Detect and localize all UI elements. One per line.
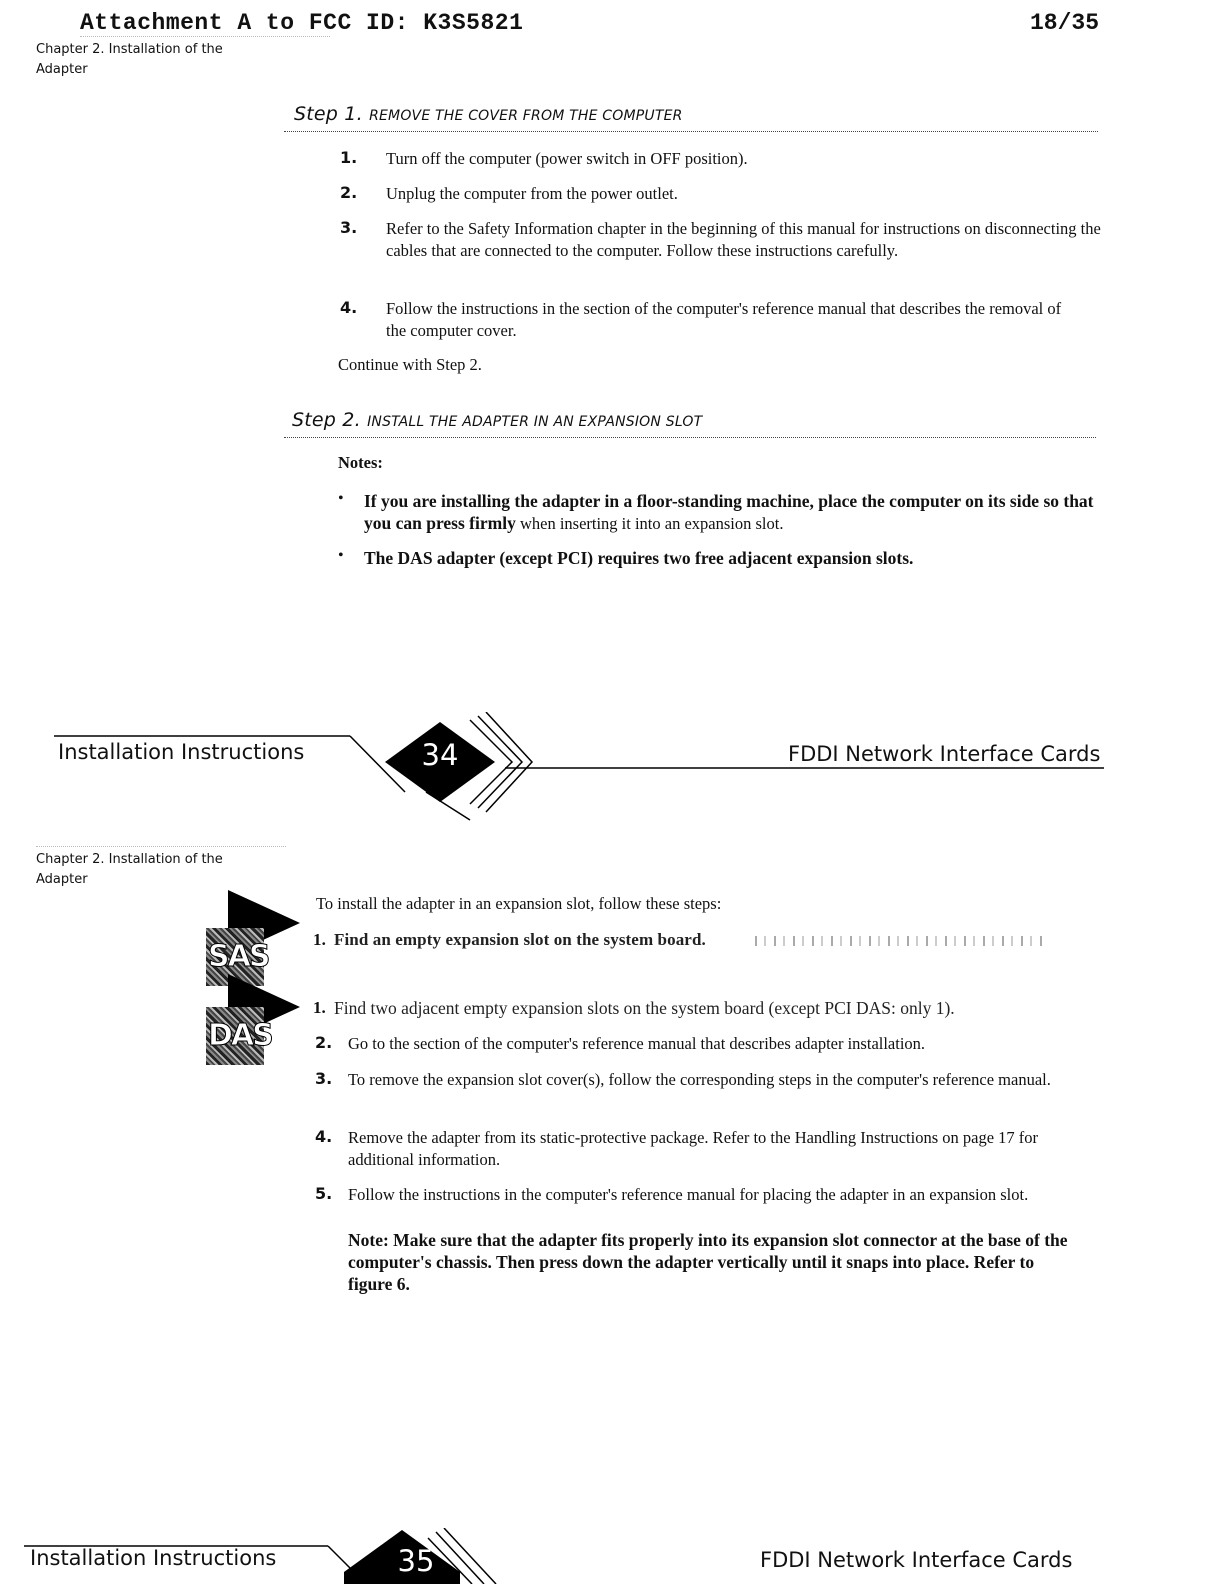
- das-badge-text: DAS: [208, 1018, 272, 1053]
- install-item-5: Follow the instructions in the computer's reference manual for placing the adapter in an expansion slot.: [348, 1185, 1029, 1204]
- step-1-item-4: Follow the instructions in the section of the computer's reference manual that describes the removal of the computer cover.: [386, 299, 1062, 340]
- install-note: Note: Make sure that the adapter fits properly into its expansion slot connector at the base of the computer's chassis. Then press down the adapter vertically until it snaps into place. Refer to figure 6.: [348, 1230, 1068, 1294]
- install-item-5-number: 5.: [315, 1184, 333, 1203]
- step-2-heading: [292, 409, 702, 431]
- install-item-4: Remove the adapter from its static-protective package. Refer to the Handling Instructions on page 17 for additional information.: [348, 1128, 1039, 1169]
- step-1-item-2: Unplug the computer from the power outlet.: [386, 184, 678, 203]
- page-index: 18/35: [1030, 10, 1100, 36]
- step-1-heading: [294, 103, 683, 125]
- footer-left-text: Installation Instructions: [58, 740, 305, 764]
- step-2-prefix: Step 2.: [292, 409, 361, 431]
- install-item-2-number: 2.: [315, 1033, 333, 1052]
- install-item-4-number: 4.: [315, 1127, 333, 1146]
- notes-label: Notes:: [338, 453, 383, 472]
- das-step-1: Find two adjacent empty expansion slots on the system board (except PCI DAS: only 1).: [334, 998, 955, 1018]
- note-bullet-1-bold: If you are installing the adapter in a floor-standing machine, place the computer on its side so that you can press firmly: [364, 491, 1094, 533]
- install-item-3: To remove the expansion slot cover(s), follow the corresponding steps in the computer's reference manual.: [348, 1070, 1051, 1089]
- step-1-item-4-number: 4.: [340, 298, 358, 317]
- continue-note: Continue with Step 2.: [338, 355, 482, 374]
- footer-page-number: 34: [421, 738, 459, 772]
- step-1-item-2-number: 2.: [340, 183, 358, 202]
- page-2-top-rule: [36, 846, 286, 847]
- bullet-dot: •: [338, 490, 344, 507]
- footer-right-text: FDDI Network Interface Cards: [788, 742, 1101, 766]
- step-2-title: INSTALL THE ADAPTER IN AN EXPANSION SLOT: [367, 414, 703, 430]
- bullet-dot: •: [338, 547, 344, 564]
- document-header-title: Attachment A to FCC ID: K3S5821: [80, 10, 524, 36]
- step-1-prefix: Step 1.: [294, 103, 363, 125]
- chapter-label: Chapter 2. Installation of the Adapter: [36, 852, 223, 887]
- step-1-item-3: Refer to the Safety Information chapter in the beginning of this manual for instructions on disconnecting the cables that are connected to the computer. Follow these instructions carefully.: [386, 219, 1101, 260]
- sas-step-1-number: 1.: [313, 930, 326, 949]
- step-1-rule: [284, 131, 1098, 132]
- note-bullet-1: [364, 490, 1099, 535]
- step-1-item-1: Turn off the computer (power switch in OFF position).: [386, 149, 748, 168]
- sas-badge-text: SAS: [208, 939, 269, 974]
- footer-ornament: [40, 712, 1120, 827]
- step-1-item-3-number: 3.: [340, 218, 358, 237]
- das-step-1-number: 1.: [313, 998, 326, 1017]
- footer-right-text: FDDI Network Interface Cards: [760, 1548, 1073, 1572]
- footer-ornament: [10, 1528, 1110, 1584]
- note-bullet-1-rest: when inserting it into an expansion slot.: [515, 514, 784, 533]
- step-2-rule: [284, 437, 1096, 438]
- footer-left-text: Installation Instructions: [30, 1546, 277, 1570]
- step-1-item-1-number: 1.: [340, 148, 358, 167]
- scan-noise: [755, 936, 1045, 946]
- install-intro: To install the adapter in an expansion slot, follow these steps:: [316, 894, 722, 913]
- footer-page-number: 35: [397, 1544, 435, 1578]
- install-item-3-number: 3.: [315, 1069, 333, 1088]
- das-badge-icon: [206, 1007, 272, 1065]
- step-1-title: REMOVE THE COVER FROM THE COMPUTER: [369, 108, 683, 124]
- sas-step-1: Find an empty expansion slot on the system board.: [334, 930, 706, 949]
- header-underline: [80, 36, 330, 37]
- chapter-label: Chapter 2. Installation of the Adapter: [36, 42, 223, 77]
- install-item-2: Go to the section of the computer's reference manual that describes adapter installation.: [348, 1034, 926, 1053]
- note-bullet-2: The DAS adapter (except PCI) requires two free adjacent expansion slots.: [364, 548, 914, 568]
